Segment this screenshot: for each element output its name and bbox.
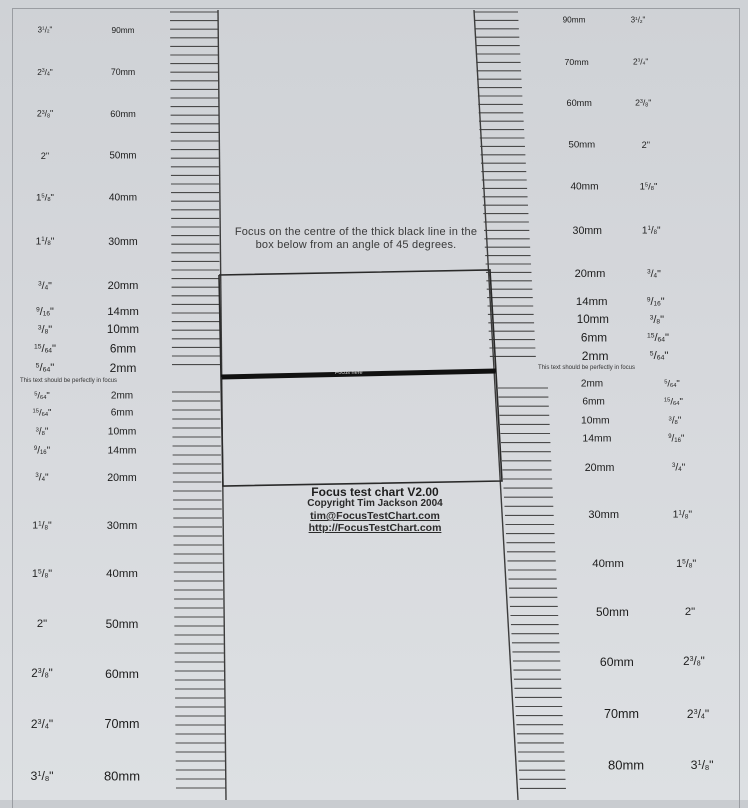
- left-top-mm-label: 6mm: [109, 342, 137, 356]
- left-bottom-mm-label: 20mm: [107, 472, 137, 484]
- left-top-mm-label: 20mm: [107, 280, 139, 292]
- right-top-inch-label: $1^1/_8$": [641, 225, 661, 237]
- right-top-inch-label: $2^3/_4$": [632, 57, 649, 67]
- left-bottom-mm-label: 6mm: [110, 407, 134, 419]
- left-bottom-mm-label: 30mm: [106, 520, 138, 532]
- left-bottom-mm-label: 80mm: [103, 768, 141, 784]
- right-bottom-inch-label: $2^3/_4$": [686, 707, 710, 721]
- left-bottom-mm-label: 10mm: [107, 426, 137, 438]
- right-top-mm-label: 20mm: [574, 268, 606, 280]
- right-bottom-mm-label: 6mm: [582, 396, 605, 408]
- lower-focus-box: [221, 372, 502, 486]
- left-top-inch-label: $1^5/_8$": [36, 192, 54, 204]
- right-bottom-mm-label: 20mm: [584, 462, 615, 474]
- left-top-inch-label: $2^3/_4$": [37, 66, 53, 78]
- left-top-inch-label: $^3/_8$": [37, 324, 53, 336]
- left-bottom-mm-label: 70mm: [104, 717, 140, 731]
- left-bottom-inch-label: $2^3/_4$": [30, 717, 54, 731]
- right-top-inch-label: $^9/_{16}$": [646, 296, 665, 308]
- right-top-mm-label: 60mm: [566, 98, 592, 108]
- left-bottom-mm-label: 14mm: [107, 445, 137, 457]
- center-column-right-edge: [474, 10, 518, 800]
- left-bottom-inch-label: $^9/_{16}$": [33, 445, 51, 457]
- left-bottom-inch-label: $2^3/_8$": [31, 668, 53, 680]
- upper-focus-box: [219, 270, 496, 372]
- right-bottom-inch-label: $1^1/_8$": [672, 509, 693, 521]
- right-top-mm-label: 10mm: [576, 314, 609, 326]
- left-bottom-mm-label: 50mm: [105, 617, 139, 631]
- left-top-mm-label: 40mm: [108, 192, 138, 204]
- right-bottom-inch-label: $1^5/_8$": [676, 558, 697, 570]
- left-top-mm-label: 14mm: [107, 306, 139, 318]
- right-top-inch-label: $2^3/_8$": [635, 97, 652, 109]
- left-top-inch-label: $1^1/_8$": [35, 236, 55, 248]
- left-top-inch-label: $3^1/_2$": [37, 25, 53, 35]
- left-top-inch-label: $2^3/_8$": [36, 108, 54, 120]
- right-top-inch-label: $^3/_8$": [649, 314, 664, 326]
- right-bottom-inch-label: $^3/_4$": [672, 462, 686, 474]
- focus-note-left: This text should be perfectly in focus: [20, 378, 118, 384]
- focus-here-label: Focus here: [335, 370, 363, 376]
- left-top-mm-label: 50mm: [109, 150, 137, 162]
- left-bottom-inch-label: $^3/_8$": [35, 426, 49, 438]
- credits-copyright: Copyright Tim Jackson 2004: [307, 498, 443, 509]
- right-bottom-inch-label: 2": [684, 606, 696, 618]
- left-bottom-mm-label: 2mm: [110, 390, 134, 402]
- right-top-mm-label: 40mm: [570, 181, 599, 193]
- center-instruction: Focus on the centre of the thick black line in the box below from an angle of 45 degrees.: [234, 226, 478, 251]
- credits-title: Focus test chart V2.00: [311, 485, 439, 499]
- left-bottom-mm-label: 60mm: [105, 667, 139, 681]
- right-bottom-inch-label: $^3/_8$": [668, 415, 682, 427]
- right-bottom-inch-label: $^9/_{16}$": [668, 433, 685, 445]
- left-top-inch-label: $^5/_{64}$": [35, 362, 55, 374]
- credits-email-link[interactable]: tim@FocusTestChart.com: [310, 510, 440, 522]
- focus-note-right: This text should be perfectly in focus: [538, 365, 636, 371]
- right-top-mm-label: 14mm: [575, 296, 608, 308]
- right-top-inch-label: $^3/_4$": [647, 268, 661, 280]
- right-top-inch-label: 2": [641, 140, 651, 150]
- left-bottom-inch-label: $^{15}/_{64}$": [32, 407, 52, 419]
- right-bottom-mm-label: 14mm: [582, 433, 612, 445]
- right-bottom-inch-label: $^5/_{64}$": [664, 378, 680, 390]
- left-bottom-inch-label: $3^1/_8$": [30, 768, 54, 784]
- right-top-inch-label: $^5/_{64}$": [649, 350, 669, 362]
- credits-block: [240, 486, 510, 534]
- right-bottom-inch-label: $2^3/_8$": [683, 656, 705, 668]
- credits-url-link[interactable]: http://FocusTestChart.com: [308, 522, 442, 534]
- left-bottom-inch-label: 2": [36, 618, 48, 630]
- left-top-mm-label: 10mm: [106, 324, 140, 336]
- left-top-inch-label: 2": [40, 151, 50, 161]
- left-bottom-inch-label: $1^5/_8$": [31, 568, 53, 580]
- right-top-mm-label: 90mm: [562, 15, 586, 25]
- left-top-inch-label: $^9/_{16}$": [36, 306, 54, 318]
- right-bottom-mm-label: 70mm: [604, 707, 640, 721]
- left-bottom-inch-label: $^3/_4$": [35, 472, 49, 484]
- right-bottom-mm-label: 30mm: [588, 509, 620, 521]
- right-bottom-mm-label: 40mm: [592, 558, 624, 570]
- right-top-mm-label: 30mm: [572, 225, 602, 237]
- right-bottom-mm-label: 80mm: [608, 757, 645, 773]
- right-top-mm-label: 6mm: [580, 331, 608, 345]
- left-top-mm-label: 60mm: [110, 109, 136, 119]
- right-bottom-mm-label: 50mm: [596, 605, 629, 619]
- right-top-mm-label: 50mm: [568, 139, 596, 151]
- left-top-inch-label: $^3/_4$": [38, 280, 52, 292]
- right-top-inch-label: $1^5/_8$": [639, 181, 658, 193]
- left-bottom-inch-label: $1^1/_8$": [32, 520, 52, 532]
- left-bottom-mm-label: 40mm: [106, 568, 138, 580]
- left-top-mm-label: 70mm: [110, 67, 136, 77]
- right-top-mm-label: 2mm: [581, 349, 609, 363]
- right-bottom-inch-label: $^{15}/_{64}$": [663, 396, 683, 408]
- right-bottom-inch-label: $3^1/_8$": [690, 757, 714, 773]
- left-top-mm-label: 30mm: [108, 236, 138, 248]
- left-top-mm-label: 90mm: [111, 25, 135, 35]
- right-top-mm-label: 70mm: [564, 57, 589, 67]
- left-bottom-inch-label: $^5/_{64}$": [34, 390, 50, 402]
- right-bottom-mm-label: 2mm: [580, 378, 604, 390]
- right-bottom-mm-label: 10mm: [581, 415, 610, 427]
- left-top-mm-label: 2mm: [109, 361, 137, 375]
- right-top-inch-label: $3^1/_2$": [630, 15, 646, 25]
- left-top-inch-label: $^{15}/_{64}$": [33, 343, 57, 355]
- right-bottom-mm-label: 60mm: [599, 655, 634, 669]
- right-top-inch-label: $^{15}/_{64}$": [646, 332, 670, 344]
